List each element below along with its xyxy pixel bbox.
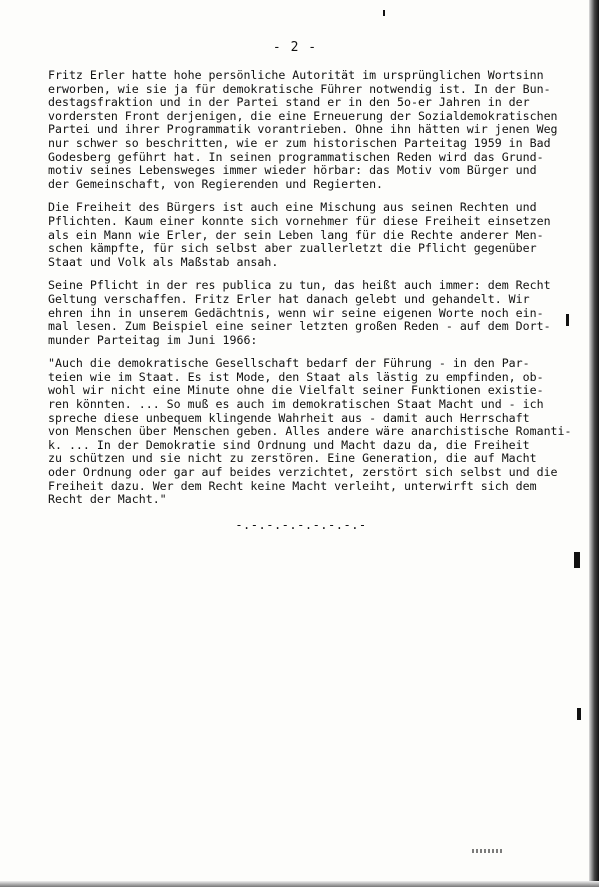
paragraph-2 — [48, 201, 586, 269]
text-line: Pflichten. Kaum einer konnte sich vornehmer für diese Freiheit einsetzen — [48, 213, 551, 228]
text-line: zu schützen und sie nicht zu zerstören. Eine Generation, die auf Macht — [48, 451, 537, 466]
text-line: Die Freiheit des Bürgers ist auch eine Mischung aus seinen Rechten und — [48, 200, 537, 215]
text-line: "Auch die demokratische Gesellschaft bedarf der Führung - in den Par- — [48, 356, 530, 371]
paragraph-3 — [48, 279, 586, 347]
text-line: munder Parteitag im Juni 1966: — [48, 332, 258, 347]
scan-mark — [574, 552, 580, 568]
scan-mark — [383, 10, 385, 16]
text-line: erworben, wie sie ja für demokratische Führer notwendig ist. In der Bun- — [48, 81, 551, 96]
text-line: Fritz Erler hatte hohe persönliche Autorität im ursprünglichen Wortsinn — [48, 68, 544, 82]
text-line: nur schwer so beschritten, wie er zum historischen Parteitag 1959 in Bad — [48, 135, 551, 150]
text-line: ehren ihn in unserem Gedächtnis, wenn wir seine eigenen Worte noch ein- — [48, 305, 544, 320]
text-line: motiv seines Lebensweges immer wieder hörbar: das Motiv vom Bürger und — [48, 163, 537, 178]
text-line: wohl wir nicht eine Minute ohne die Vielfalt seiner Funktionen existie- — [48, 383, 544, 398]
text-line: teien wie im Staat. Es ist Mode, den Staat als lästig zu empfinden, ob- — [48, 369, 544, 384]
text-line: mal lesen. Zum Beispiel eine seiner letzten großen Reden - auf dem Dort- — [48, 319, 551, 334]
text-line: destagsfraktion und in der Partei stand er in den 5o-er Jahren in der — [48, 95, 530, 110]
text-line: ren könnten. ... So muß es auch im demokratischen Staat Macht und - ich — [48, 397, 544, 412]
text-line: Recht der Macht." — [48, 492, 167, 507]
text-line: Freiheit dazu. Wer dem Recht keine Macht verleiht, unterwirft sich dem — [48, 478, 537, 493]
text-line: Geltung verschaffen. Fritz Erler hat danach gelebt und gehandelt. Wir — [48, 291, 530, 306]
text-line: der Gemeinschaft, von Regierenden und Regierten. — [48, 176, 384, 191]
scan-bottom-edge — [0, 881, 599, 887]
end-separator: -.-.-.-.-.-.-.-.- — [235, 518, 367, 532]
text-line: oder Ordnung oder gar auf beides verzichtet, zerstört sich selbst und die — [48, 465, 558, 480]
quote-paragraph — [48, 357, 586, 507]
text-line: Partei und ihrer Programmatik vorantrieben. Ohne ihn hätten wir jenen Weg — [48, 122, 558, 137]
text-line: Godesberg geführt hat. In seinen programmatischen Reden wird das Grund- — [48, 149, 544, 164]
scan-artifact — [472, 849, 504, 853]
letter-body — [48, 69, 586, 517]
text-line: k. ... In der Demokratie sind Ordnung und Macht dazu da, die Freiheit — [48, 437, 530, 452]
scan-right-edge — [589, 0, 599, 887]
page-number: - 2 - — [272, 40, 318, 55]
text-line: als ein Mann wie Erler, der sein Leben lang für die Rechte anderer Men- — [48, 227, 544, 242]
paragraph-1 — [48, 69, 586, 191]
text-line: schen kämpfte, für sich selbst aber zuallerletzt die Pflicht gegenüber — [48, 241, 537, 256]
text-line: Seine Pflicht in der res publica zu tun, das heißt auch immer: dem Recht — [48, 278, 551, 293]
text-line: Staat und Volk als Maßstab ansah. — [48, 254, 279, 269]
text-line: vordersten Front derjenigen, die eine Erneuerung der Sozialdemokratischen — [48, 108, 558, 123]
text-line: von Menschen über Menschen geben. Alles andere wäre anarchistische Romanti- — [48, 424, 572, 439]
scan-mark — [577, 708, 581, 720]
text-line: spreche diese unbequem klingende Wahrheit aus - damit auch Herrschaft — [48, 410, 530, 425]
